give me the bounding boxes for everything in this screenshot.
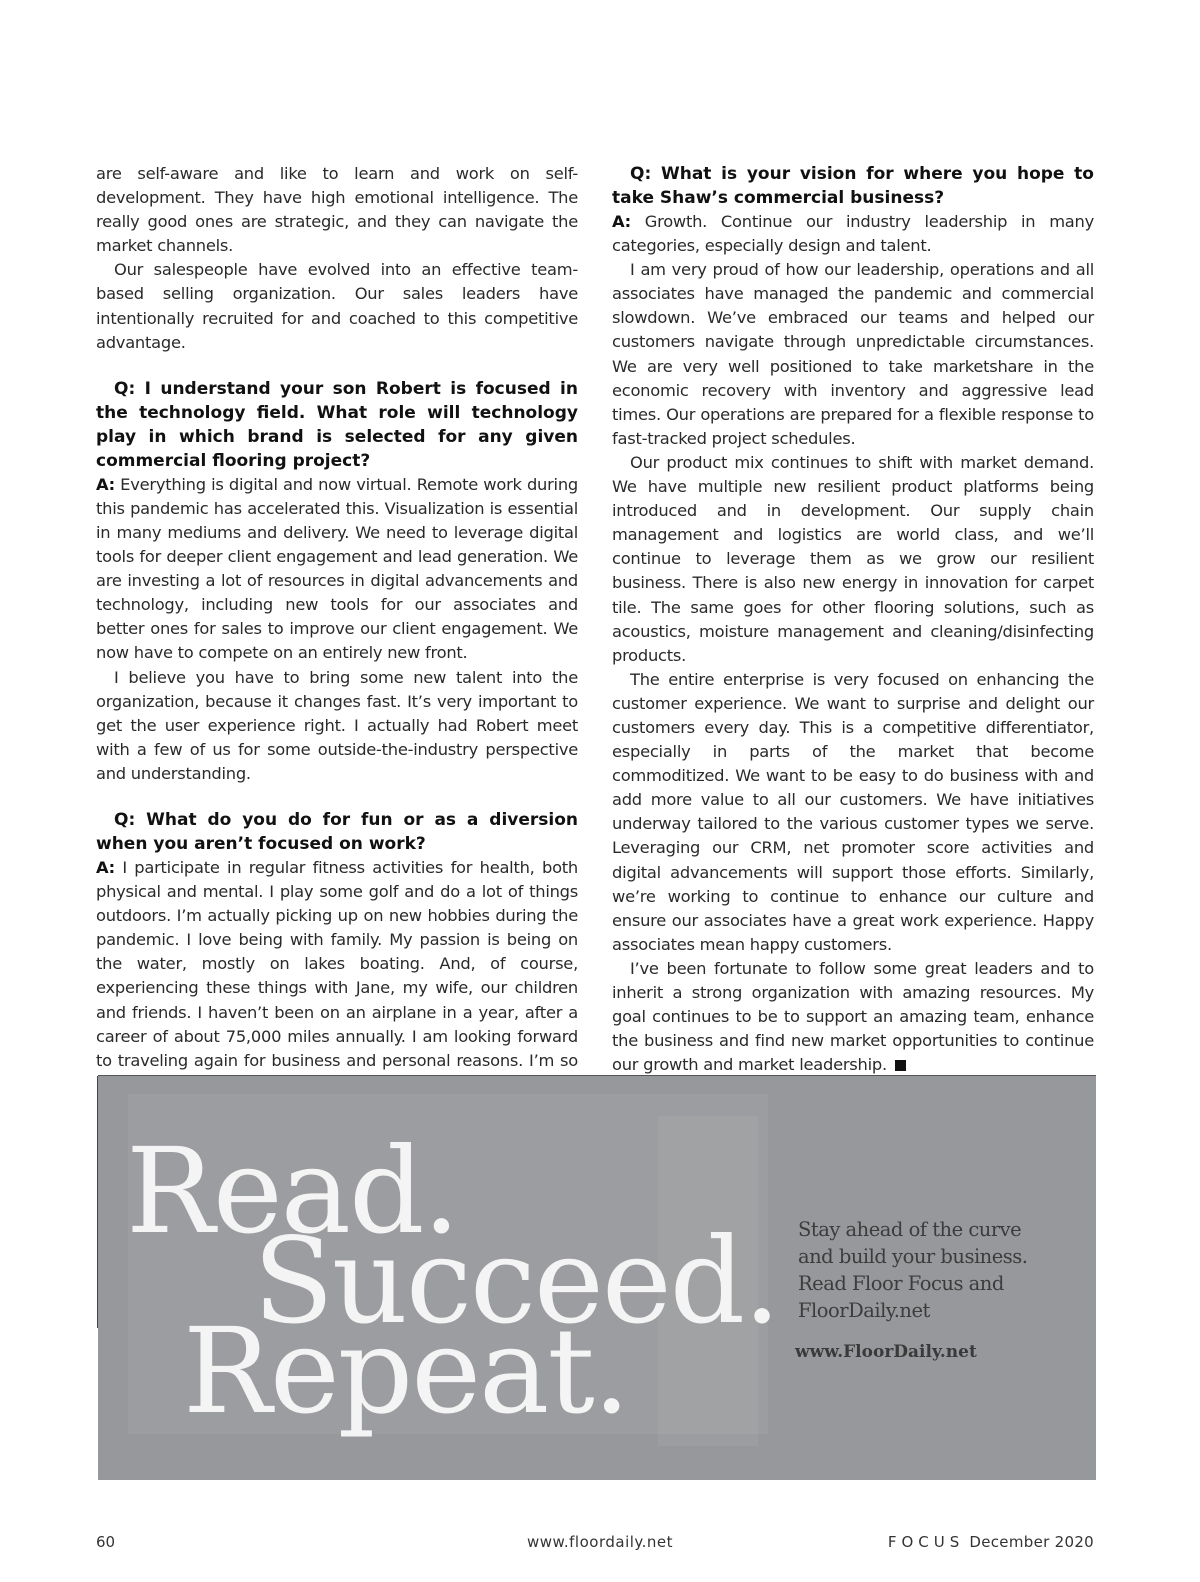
question-heading: Q: What do you do for fun or as a diversion when you aren’t focused on work? — [96, 809, 578, 854]
paragraph: I believe you have to bring some new talent into the organization, because it changes fast. It’s very important to get the user experience right. I actually had Robert meet with a few of us for some outside-the-industry perspective and understanding. — [96, 667, 578, 783]
ad-tagline-line: Stay ahead of the curve — [798, 1218, 1022, 1241]
question-heading: Q: What is your vision for where you hope to take Shaw’s commercial business? — [612, 164, 1094, 208]
right-column — [612, 162, 1094, 1077]
answer-label: A: — [96, 857, 115, 877]
footer-issue — [888, 1533, 1094, 1551]
paragraph — [612, 957, 1094, 1077]
answer-text: Everything is digital and now virtual. Remote work during this pandemic has accelerated this. Visualization is essential in many mediums and delivery. We need to leverage digital tools for deeper client engagement and lead generation. We are investing a lot of resources in digital advancements and technology, including new tools for our associates and better ones for sales to improve our client engagement. We now have to compete on an entirely new front. — [96, 474, 578, 663]
paragraph: The entire enterprise is very focused on enhancing the customer experience. We want to surprise and delight our customers every day. This is a competitive differentiator, especially in parts of the market that become commoditized. We want to be easy to do business with and add more value to all our customers. We have initiatives underway tailored to the various customer types we serve. Leveraging our CRM, net promoter score activities and digital advancements will support those efforts. Similarly, we’re working to continue to enhance our culture and ensure our associates have a great work experience. Happy associates mean happy customers. — [612, 669, 1094, 954]
end-of-article-mark — [895, 1060, 906, 1071]
ad-headline-succeed: Succeed. — [253, 1212, 779, 1350]
answer-text: Growth. Continue our industry leadership in many categories, especially design and talent. — [612, 212, 1094, 256]
page-number: 60 — [96, 1533, 116, 1551]
footer-site-url: www.floordaily.net — [526, 1533, 674, 1551]
answer-label: A: — [96, 474, 115, 494]
answer-text: I participate in regular fitness activities for health, both physical and mental. I play some golf and do a lot of things outdoors. I’m actually picking up on new hobbies during the pandemic. I love being with family. My passion is being on the water, mostly on lakes boating. And, of course, experiencing these things with Jane, my wife, our children and friends. I haven’t been on an airplane in a year, after a career of about 75,000 miles annually. I am looking forward to traveling again for business and personal reasons. I’m so — [96, 857, 578, 1070]
ad-tagline — [798, 1216, 1068, 1324]
paragraph: Our product mix continues to shift with market demand. We have multiple new resilient product platforms being introduced and in development. Our supply chain management and logistics are world class, and we’ll continue to leverage them as we grow our resilient business. There is also new energy in innovation for carpet tile. The same goes for other flooring solutions, such as acoustics, moisture management and cleaning/disinfecting products. — [612, 452, 1094, 665]
ad-tagline-line: FloorDaily.net — [798, 1299, 930, 1322]
closing-text: I’ve been fortunate to follow some great leaders and to inherit a strong organization with amazing resources. My goal continues to be to support an amazing team, enhance the business and find new market opportunities to continue our growth and market leadership. — [612, 958, 1094, 1075]
ad-tagline-line: Read Floor Focus and — [798, 1272, 1004, 1295]
ad-tagline-line: and build your business. — [798, 1245, 1028, 1268]
paragraph: are self-aware and like to learn and work on self-development. They have high emotional intelligence. The really good ones are strategic, and they can navigate the market channels. — [96, 164, 578, 256]
answer-paragraph — [96, 856, 578, 1097]
ad-headline-read: Read. — [126, 1122, 459, 1260]
paragraph: I am very proud of how our leadership, operations and all associates have managed the pandemic and commercial slowdown. We’ve embraced our teams and helped our customers navigate through unpredictable circumstances. We are very well positioned to take marketshare in the economic recovery with inventory and aggressive lead times. Our operations are prepared for a flexible response to fast-tracked project schedules. — [612, 260, 1094, 448]
footer-magazine-name: FOCUS — [887, 1533, 965, 1551]
floordaily-advertisement — [98, 1076, 1096, 1480]
footer-issue-date: December 2020 — [969, 1533, 1094, 1551]
ad-url: www.FloorDaily.net — [795, 1342, 977, 1362]
left-column — [96, 162, 578, 1097]
answer-paragraph — [96, 473, 578, 666]
ad-headline-repeat: Repeat. — [183, 1302, 629, 1440]
answer-paragraph — [612, 210, 1094, 258]
paragraph: Our salespeople have evolved into an effective team-based selling organization. Our sales leaders have intentionally recruited for and coached to this competitive advantage. — [96, 260, 578, 352]
question-heading: Q: I understand your son Robert is focused in the technology field. What role will technology play in which brand is selected for any given commercial flooring project? — [96, 378, 578, 471]
answer-label: A: — [612, 212, 631, 231]
